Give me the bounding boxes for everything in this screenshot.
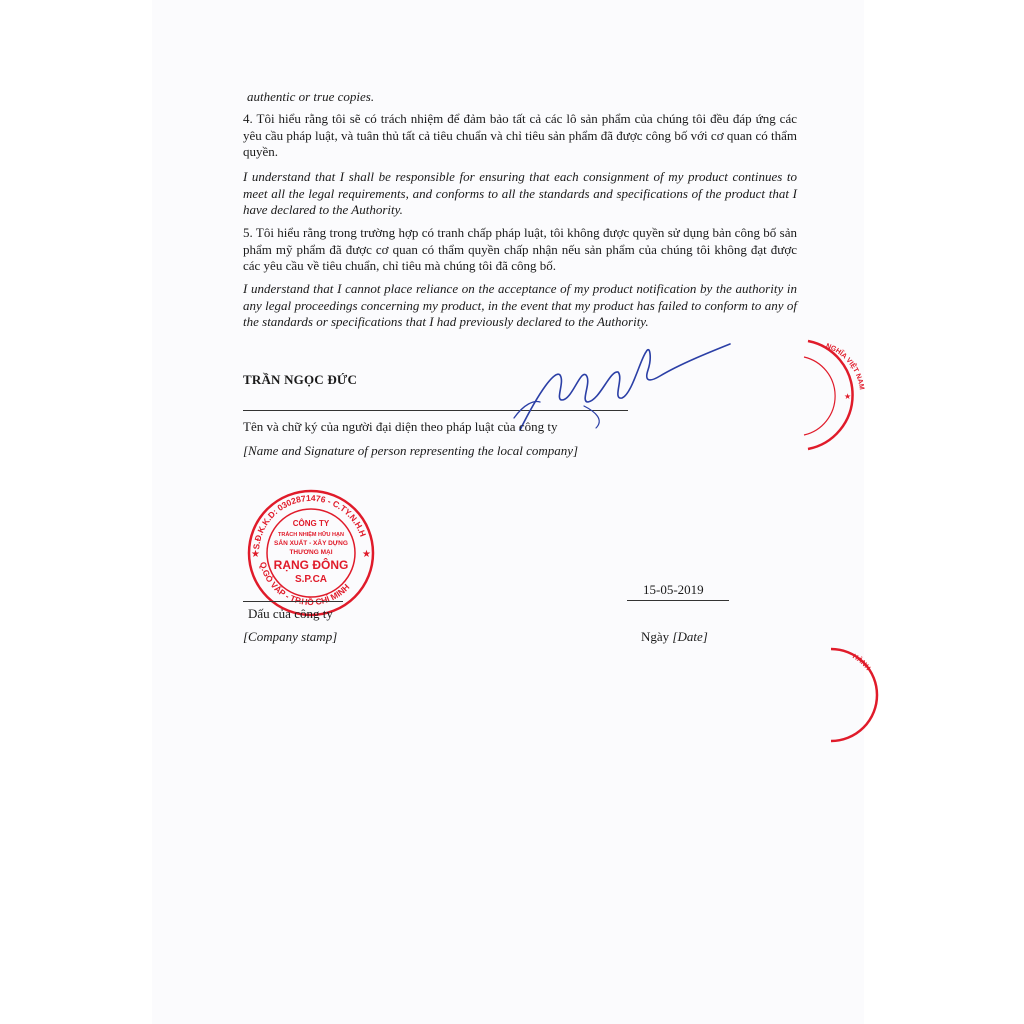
clause-4-vietnamese: 4. Tôi hiểu rằng tôi sẽ có trách nhiệm để đảm bảo tất cả các lô sản phẩm của chúng tôi đều đáp ứng các yêu cầu pháp luật, và tuân thủ tất cả tiêu chuẩn và chỉ tiêu sản phẩm đã được công bố với cơ quan có thẩm quyền. bbox=[243, 111, 797, 159]
partial-edge-stamp-lower bbox=[815, 645, 872, 745]
stamp-line-6: S.P.CA bbox=[294, 574, 328, 585]
edge-stamp-lower-text: HÀNH bbox=[851, 653, 872, 672]
date-value: 15-05-2019 bbox=[643, 582, 704, 597]
signature-caption-english: [Name and Signature of person representing the local company] bbox=[243, 443, 579, 458]
edge-stamp-upper-text: NGHĨA VIỆT NAM bbox=[824, 342, 865, 391]
signer-name: TRẦN NGỌC ĐỨC bbox=[243, 372, 358, 387]
stamp-ring-top: S.Đ.K.K.D: 0302871476 - C.TY.N.H.H bbox=[251, 492, 369, 551]
stamp-line-4: THƯƠNG MẠI bbox=[289, 549, 333, 556]
intro-tail-text: authentic or true copies. bbox=[247, 89, 375, 104]
stamp-caption-english: [Company stamp] bbox=[243, 629, 338, 644]
stamp-caption-vietnamese: Dấu của công ty bbox=[248, 606, 333, 621]
svg-text:★: ★ bbox=[251, 549, 260, 560]
svg-text:★: ★ bbox=[844, 392, 852, 401]
svg-text:★: ★ bbox=[362, 549, 371, 560]
stamp-line-2: TRÁCH NHIỆM HỮU HẠN bbox=[278, 532, 344, 538]
date-label-english: [Date] bbox=[672, 629, 708, 644]
date-line bbox=[627, 600, 729, 601]
company-stamp bbox=[246, 488, 376, 618]
date-label-vietnamese: Ngày bbox=[641, 629, 670, 644]
stamp-line-1: CÔNG TY bbox=[292, 519, 330, 528]
clause-4-english: I understand that I shall be responsible for ensuring that each consignment of my product continues to meet all the legal requirements, and conforms to all the standards and specifications of the product that I have declared to the Authority. bbox=[243, 169, 797, 217]
date-label bbox=[641, 629, 708, 645]
clause-5-vietnamese: 5. Tôi hiểu rằng trong trường hợp có tranh chấp pháp luật, tôi không được quyền sử dụng bản công bố sản phẩm mỹ phẩm đã được cơ quan có thẩm quyền chấp nhận nếu sản phẩm của chúng tôi không đạt được các yêu cầu về tiêu chuẩn, chỉ tiêu mà chúng tôi đã công bố. bbox=[243, 225, 797, 273]
clause-5-english: I understand that I cannot place reliance on the acceptance of my product notification by the authority in any legal proceedings concerning my product, in the event that my product has failed to conform to any of the standards or specifications that I had previously declared to the Authority. bbox=[243, 281, 797, 329]
stamp-ring-bottom: Q.GÒ VẤP - TP.HỒ CHÍ MINH bbox=[257, 560, 352, 608]
signature-caption-vietnamese: Tên và chữ ký của người đại diện theo pháp luật của công ty bbox=[243, 419, 558, 434]
stamp-line-5: RẠNG ĐÔNG bbox=[273, 558, 349, 572]
stamp-line-3: SẢN XUẤT - XÂY DỰNG bbox=[274, 540, 348, 547]
stamp-line bbox=[243, 601, 343, 602]
partial-edge-stamp-upper bbox=[790, 335, 865, 455]
